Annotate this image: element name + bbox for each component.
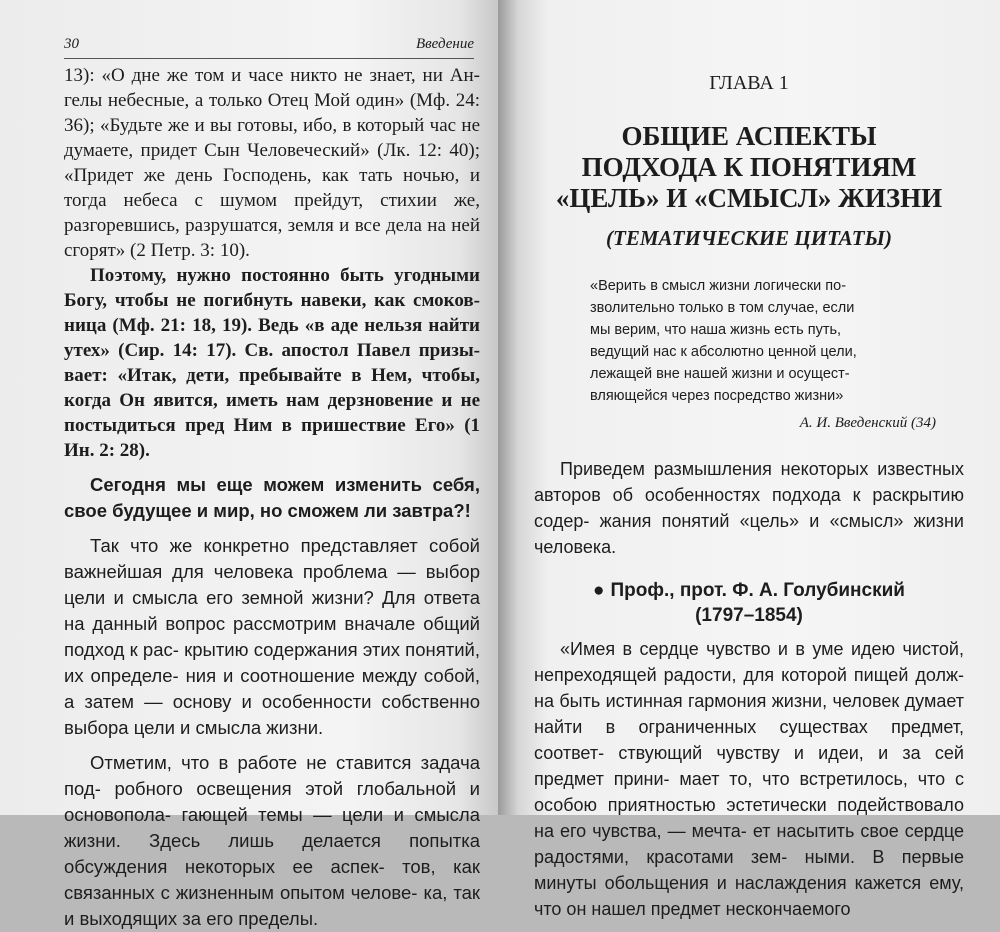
page-number: 30 [64, 36, 79, 52]
text-line: жания понятий «цель» и «смысл» жизни человека. [534, 511, 964, 557]
text-line: «Имея в сердце чувство и в уме идею чистой, [560, 639, 964, 659]
text-line: ствующий чувству и идеи, и за сей предмет прини- [534, 743, 964, 789]
text-line: (Лк. 12: 40); «Придет же день Господень, как [64, 140, 480, 186]
text-line: и смысла его земной жизни? Для ответа на данный [64, 587, 481, 634]
paragraph-intro [534, 456, 964, 560]
text-line: тов, как связанных с жизненным опытом челове- [64, 856, 480, 903]
text-line: Отметим, что в работе не ставится задача под- [64, 752, 480, 799]
text-line: когда Он явится, иметь нам дерзновение и не [64, 390, 480, 411]
section-heading [534, 578, 964, 628]
section-heading-years: (1797–1854) [695, 605, 803, 626]
text-line: робного освещения этой глобальной и основопола- [64, 778, 480, 825]
epigraph [590, 275, 936, 407]
text-line: ными. В первые минуты обольщения и наслаждения [534, 847, 964, 893]
text-line: тать ночью, и тогда небеса с шумом прейдут, [64, 165, 480, 211]
text-line: кажется ему, что он нашел предмет нескончаемого [534, 873, 964, 919]
text-line: Приведем размышления некоторых известных [560, 459, 964, 479]
text-line: вопрос рассмотрим вначале общий подход к рас- [64, 613, 480, 660]
text-line: гающей темы — цели и смысла жизни. Здесь лишь [64, 804, 481, 851]
paragraph-golubinsky-quote [534, 636, 964, 922]
text-line: утех» (Сир. 14: 17). Св. апостол Павел призы- [64, 340, 480, 361]
text-line: 24: 36); «Будьте же и вы готовы, ибо, в который [64, 90, 481, 136]
epigraph-author: А. И. Введенский (34) [799, 415, 936, 431]
text-line: гелы небесные, а только Отец Мой один» (Мф. [64, 90, 451, 111]
text-line: и особенности собственно выбора цели и смысла [64, 691, 480, 738]
text-line: важнейшая для человека проблема — выбор цели [64, 561, 480, 608]
paragraph-scripture-quotes [64, 63, 480, 263]
chapter-title [534, 121, 964, 214]
epigraph-line: лежащей вне нашей жизни и осущест- [590, 366, 850, 382]
epigraph-line: ведущий нас к абсолютно ценной цели, [590, 344, 857, 360]
text-line: ница (Мф. 21: 18, 19). Ведь «в аде нельзя найти [64, 315, 480, 336]
section-heading-author: Проф., прот. Ф. А. Голубинский [610, 580, 905, 601]
text-line: стихии же, разгоревшись, разрушатся, земля и [64, 190, 480, 236]
text-line: ка, так и выходящих за его пределы. [64, 882, 481, 929]
text-line: Богу, чтобы не погибнуть навеки, как смоков- [64, 290, 480, 311]
text-line: ет насытить свое сердце радостями, красотами зем- [534, 821, 964, 867]
epigraph-line: вляющейся через посредство жизни» [590, 388, 844, 404]
paragraph-problem [64, 533, 480, 741]
text-line: будущее и мир, но сможем ли завтра?! [112, 500, 471, 521]
running-title: Введение [416, 36, 474, 52]
text-line: найти в ограниченных существах предмет, соответ- [534, 717, 964, 763]
text-line: авторов об особенностях подхода к раскрытию содер- [534, 485, 964, 531]
text-line: эстетически подействовало на его чувства, — мечта- [534, 795, 965, 841]
text-line: ния и соотношение между собой, а затем — основу [64, 665, 480, 712]
text-line: Сегодня мы еще можем изменить себя, свое [64, 474, 480, 521]
text-line: вает: «Итак, дети, пребывайте в Нем, чтобы, [64, 365, 480, 386]
bullet-icon: ● [593, 580, 605, 601]
text-line: 13): «О дне же том и часе никто не знает, ни Ан- [64, 65, 480, 86]
text-line: Так что же конкретно представляет собой [90, 535, 480, 556]
text-line: на быть истинная гармония жизни, человек думает [534, 691, 964, 711]
chapter-subtitle: (ТЕМАТИЧЕСКИЕ ЦИТАТЫ) [606, 226, 892, 250]
text-line: час не думаете, придет Сын Человеческий» [64, 115, 481, 161]
text-line: Поэтому, нужно постоянно быть угодными [90, 265, 480, 286]
paragraph-note [64, 750, 480, 932]
paragraph-today-tomorrow [64, 472, 480, 524]
epigraph-line: зволительно только в том случае, если [590, 300, 855, 316]
left-body [64, 63, 480, 932]
chapter-title-line: ОБЩИЕ АСПЕКТЫ [621, 121, 877, 151]
left-page [0, 0, 498, 929]
paragraph-be-pleasing [64, 263, 480, 463]
text-line: мает то, что встретилось, что с особою приятностью [534, 769, 964, 815]
text-line: все дела на ней сгорят» (2 Петр. 3: 10). [64, 215, 481, 261]
chapter-label: ГЛАВА 1 [709, 72, 789, 94]
running-head [64, 36, 474, 59]
epigraph-line: «Верить в смысл жизни логически по- [590, 278, 847, 294]
text-line: жизни. [266, 717, 324, 738]
text-line: крытию содержания этих понятий, их определе- [64, 639, 480, 686]
text-line: непреходящей радости, для которой пищей долж- [534, 665, 964, 685]
text-line: (1 Ин. 2: 28). [64, 415, 481, 461]
epigraph-line: мы верим, что наша жизнь есть путь, [590, 322, 842, 338]
text-line: делается попытка обсуждения некоторых ее аспек- [64, 830, 481, 877]
chapter-title-line: ПОДХОДА К ПОНЯТИЯМ [581, 152, 917, 182]
text-line: постыдиться пред Ним в пришествие Его» [64, 415, 455, 436]
right-page [498, 0, 1000, 919]
chapter-title-line: «ЦЕЛЬ» И «СМЫСЛ» ЖИЗНИ [555, 183, 943, 213]
right-body [534, 456, 964, 922]
